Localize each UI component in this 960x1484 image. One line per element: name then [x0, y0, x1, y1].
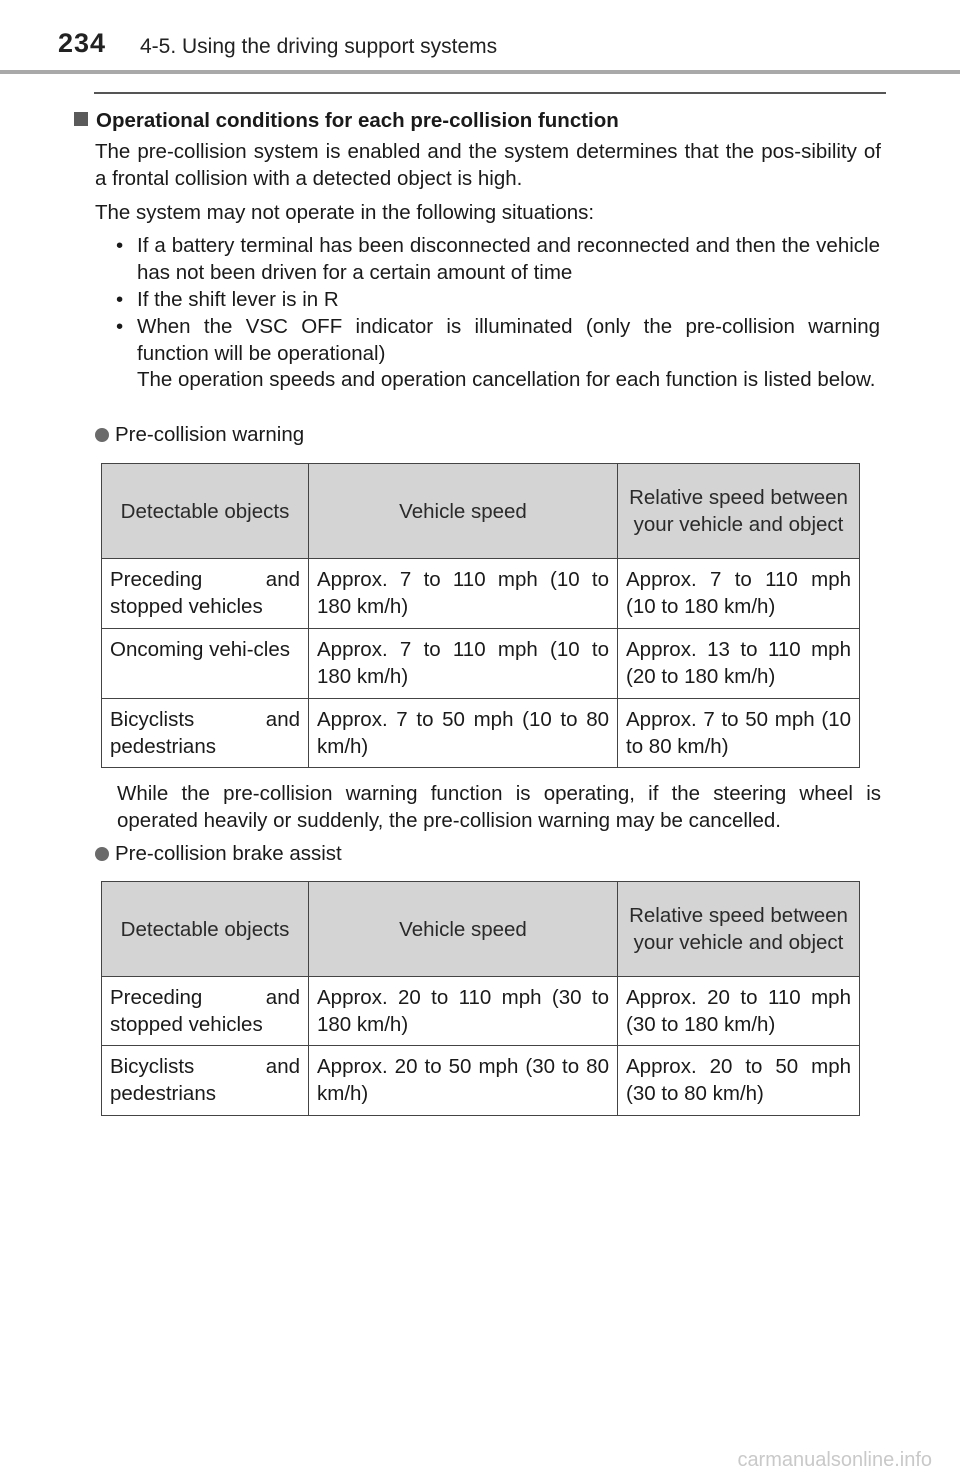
- speeds-note-text: The operation speeds and operation cancellation for each function is listed below.: [137, 368, 876, 391]
- page-number: 234: [58, 28, 107, 58]
- table-cell: Approx. 13 to 110 mph (20 to 180 km/h): [618, 629, 860, 699]
- bullet-dot-icon: •: [116, 288, 124, 311]
- table-cell: Approx. 20 to 110 mph (30 to 180 km/h): [309, 977, 618, 1046]
- chapter-title: 4-5. Using the driving support systems: [140, 35, 498, 58]
- section-heading: [74, 107, 874, 134]
- table-cell: Approx. 7 to 110 mph (10 to 180 km/h): [618, 559, 860, 629]
- table-row: [102, 1046, 860, 1116]
- warning-title-text: Pre-collision warning: [115, 423, 305, 446]
- subsection-brake-title: [95, 840, 881, 867]
- table-cell: Bicyclists and pedestrians: [102, 699, 309, 768]
- table-row: [102, 977, 860, 1046]
- brake-assist-table: [101, 881, 860, 1116]
- warning-cancel-note: While the pre-collision warning function is operating, if the steering wheel is operated heavily or suddenly, the pre-collision warning may be cancelled.: [117, 782, 881, 832]
- bullet-dot-icon: •: [116, 234, 124, 257]
- column-header: Vehicle speed: [309, 464, 618, 559]
- table-cell: Approx. 7 to 50 mph (10 to 80 km/h): [618, 699, 860, 768]
- table-header-row: [102, 882, 860, 977]
- table-cell: Preceding and stopped vehicles: [102, 559, 309, 629]
- situation-bullet-text: If the shift lever is in R: [137, 288, 339, 311]
- table-cell: Oncoming vehi-cles: [102, 629, 309, 699]
- bullet-dot-icon: •: [116, 315, 124, 338]
- warning-table: [101, 463, 860, 768]
- table-cell: Bicyclists and pedestrians: [102, 1046, 309, 1116]
- table-cell: Approx. 20 to 50 mph (30 to 80 km/h): [618, 1046, 860, 1116]
- situations-lead: The system may not operate in the following situations:: [95, 201, 595, 224]
- table-row: [102, 699, 860, 768]
- subsection-warning-title: [95, 421, 881, 448]
- column-header: Detectable objects: [102, 882, 309, 977]
- brake-title-text: Pre-collision brake assist: [115, 842, 342, 865]
- column-header: Detectable objects: [102, 464, 309, 559]
- column-header: Relative speed between your vehicle and object: [618, 464, 860, 559]
- intro-paragraph: The pre-collision system is enabled and the system determines that the pos-sibility of a frontal collision with a detected object is high.: [95, 140, 881, 190]
- section-heading-text: Operational conditions for each pre-collision function: [96, 109, 619, 132]
- table-cell: Preceding and stopped vehicles: [102, 977, 309, 1046]
- column-header: Vehicle speed: [309, 882, 618, 977]
- table-cell: Approx. 20 to 110 mph (30 to 180 km/h): [618, 977, 860, 1046]
- situation-bullet-text: When the VSC OFF indicator is illuminated (only the pre-collision warning function will be operational): [137, 315, 880, 365]
- table-cell: Approx. 7 to 110 mph (10 to 180 km/h): [309, 629, 618, 699]
- table-row: [102, 629, 860, 699]
- circle-bullet-icon: [95, 847, 109, 861]
- table-cell: Approx. 7 to 110 mph (10 to 180 km/h): [309, 559, 618, 629]
- page-header: [0, 0, 960, 76]
- section-divider: [94, 92, 886, 94]
- table-cell: Approx. 20 to 50 mph (30 to 80 km/h): [309, 1046, 618, 1116]
- circle-bullet-icon: [95, 428, 109, 442]
- column-header: Relative speed between your vehicle and object: [618, 882, 860, 977]
- square-bullet-icon: [74, 112, 88, 126]
- table-header-row: [102, 464, 860, 559]
- situation-bullet-text: If a battery terminal has been disconnected and reconnected and then the vehicle has not been driven for a certain amount of time: [137, 234, 880, 284]
- table-row: [102, 559, 860, 629]
- header-divider: [0, 70, 960, 74]
- watermark: carmanualsonline.info: [737, 1449, 932, 1471]
- table-cell: Approx. 7 to 50 mph (10 to 80 km/h): [309, 699, 618, 768]
